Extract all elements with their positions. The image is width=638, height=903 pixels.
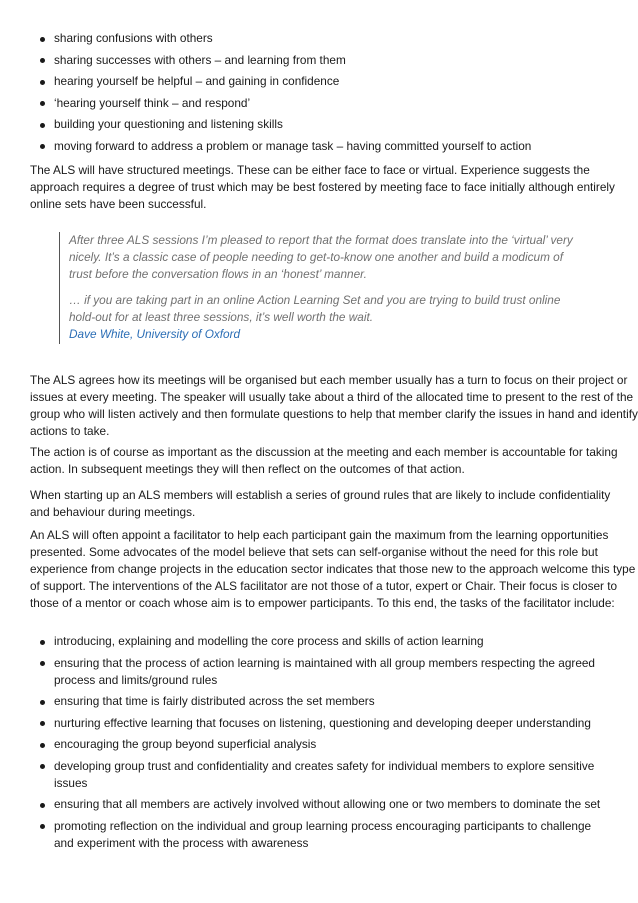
list-item: encouraging the group beyond superficial analysis [37,736,607,753]
list-item: sharing successes with others – and learning from them [37,52,627,69]
list-item: ensuring that time is fairly distributed across the set members [37,693,607,710]
paragraph-facilitator: An ALS will often appoint a facilitator to help each participant gain the maximum from the learning opportunities presented. Some advocates of the model believe that sets can self-organise without the need for this role but experience from change projects in the education sector indicates that those new to the approach welcome this type of support. The interventions of the ALS facilitator are not those of a tutor, expert or Chair. Their focus is closer to those of a mentor or coach whose aim is to empower participants. To this end, the tasks of the facilitator include: [30,528,636,610]
list-item: promoting reflection on the individual and group learning process encouraging participants to challenge and experiment with the process with awareness [37,818,607,852]
blockquote [59,232,574,344]
list-item: building your questioning and listening skills [37,116,627,133]
paragraph-structured-meetings: The ALS will have structured meetings. These can be either face to face or virtual. Experience suggests the approach requires a degree of trust which may be best fostered by meeting face to face initially although entirely online sets have been successful. [30,163,615,211]
list-item: moving forward to address a problem or manage task – having committed yourself to action [37,138,627,155]
paragraph-action-accountability: The action is of course as important as the discussion at the meeting and each member is accountable for taking action. In subsequent meetings they will then reflect on the outcomes of that action. [30,445,618,476]
paragraph-ground-rules: When starting up an ALS members will establish a series of ground rules that are likely to include confidentiality and behaviour during meetings. [30,488,611,519]
list-item: sharing confusions with others [37,30,627,47]
quote-text-2: … if you are taking part in an online Action Learning Set and you are trying to build trust online hold-out for at least three sessions, it’s well worth the wait. [69,293,561,324]
list-item: nurturing effective learning that focuses on listening, questioning and developing deeper understanding [37,715,607,732]
paragraph-meeting-organisation: The ALS agrees how its meetings will be organised but each member usually has a turn to focus on their project or issues at every meeting. The speaker will usually take about a third of the allocated time to present to the rest of the group who will listen actively and then formulate questions to help that member clarify the issues in hand and identify actions to take. [30,373,638,438]
list-item: ensuring that all members are actively involved without allowing one or two members to dominate the set [37,796,607,813]
list-item: ensuring that the process of action learning is maintained with all group members respecting the agreed process and limits/ground rules [37,655,607,689]
benefits-list [37,30,627,159]
list-item: hearing yourself be helpful – and gaining in confidence [37,73,627,90]
list-item: introducing, explaining and modelling the core process and skills of action learning [37,633,607,650]
quote-attribution: Dave White, University of Oxford [69,327,241,341]
quote-text-1: After three ALS sessions I’m pleased to report that the format does translate into the ‘virtual’ very nicely. It’s a classic case of people needing to get-to-know one another and build a modicum of trust before the conversation flows in an ‘honest’ manner. [69,233,573,281]
list-item: ‘hearing yourself think – and respond’ [37,95,627,112]
facilitator-tasks-list [37,633,607,856]
list-item: developing group trust and confidentiality and creates safety for individual members to explore sensitive issues [37,758,607,792]
